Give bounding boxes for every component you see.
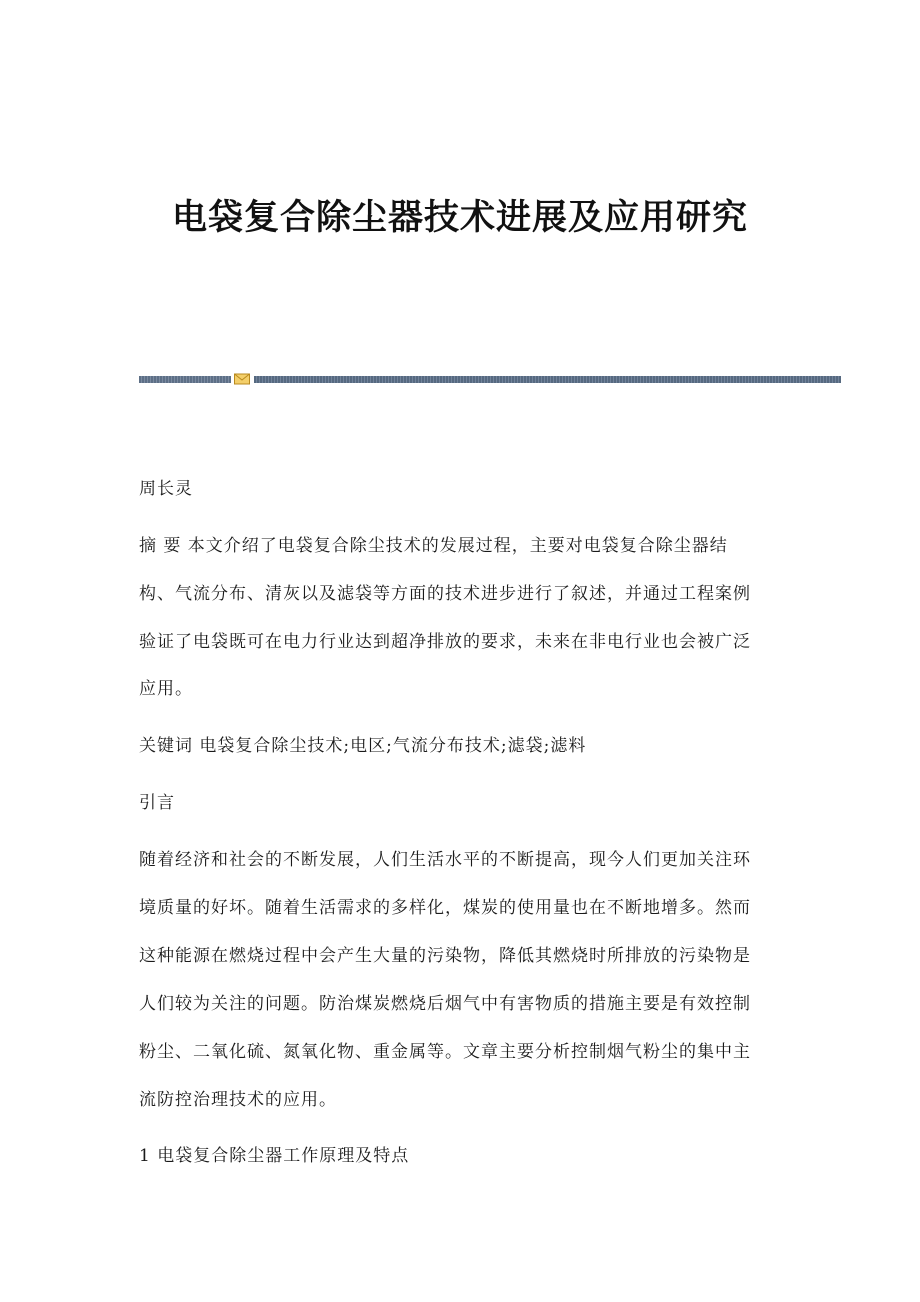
intro-heading: 引言 bbox=[139, 793, 175, 813]
keywords: 关键词 电袋复合除尘技术;电区;气流分布技术;滤袋;滤料 bbox=[139, 736, 587, 756]
intro-paragraph-line: 随着经济和社会的不断发展，人们生活水平的不断提高，现今人们更加关注环 bbox=[139, 850, 751, 870]
envelope-ornament-icon bbox=[234, 373, 250, 385]
intro-paragraph-line: 人们较为关注的问题。防治煤炭燃烧后烟气中有害物质的措施主要是有效控制 bbox=[139, 994, 751, 1014]
intro-paragraph-line: 这种能源在燃烧过程中会产生大量的污染物，降低其燃烧时所排放的污染物是 bbox=[139, 946, 751, 966]
author-name: 周长灵 bbox=[139, 479, 193, 499]
abstract-line: 验证了电袋既可在电力行业达到超净排放的要求，未来在非电行业也会被广泛 bbox=[139, 632, 751, 652]
title-divider bbox=[139, 373, 841, 385]
divider-right-bar bbox=[254, 376, 841, 383]
section1-heading: 1 电袋复合除尘器工作原理及特点 bbox=[139, 1146, 410, 1166]
abstract-line: 应用。 bbox=[139, 679, 193, 699]
intro-paragraph-line: 境质量的好坏。随着生活需求的多样化，煤炭的使用量也在不断地增多。然而 bbox=[139, 898, 751, 918]
abstract-line: 摘 要 本文介绍了电袋复合除尘技术的发展过程，主要对电袋复合除尘器结 bbox=[139, 536, 728, 556]
abstract-line: 构、气流分布、清灰以及滤袋等方面的技术进步进行了叙述，并通过工程案例 bbox=[139, 584, 751, 604]
divider-left-bar bbox=[139, 376, 231, 383]
intro-paragraph-line: 粉尘、二氧化硫、氮氧化物、重金属等。文章主要分析控制烟气粉尘的集中主 bbox=[139, 1042, 751, 1062]
intro-paragraph-line: 流防控治理技术的应用。 bbox=[139, 1090, 337, 1110]
page-title: 电袋复合除尘器技术进展及应用研究 bbox=[171, 198, 748, 238]
